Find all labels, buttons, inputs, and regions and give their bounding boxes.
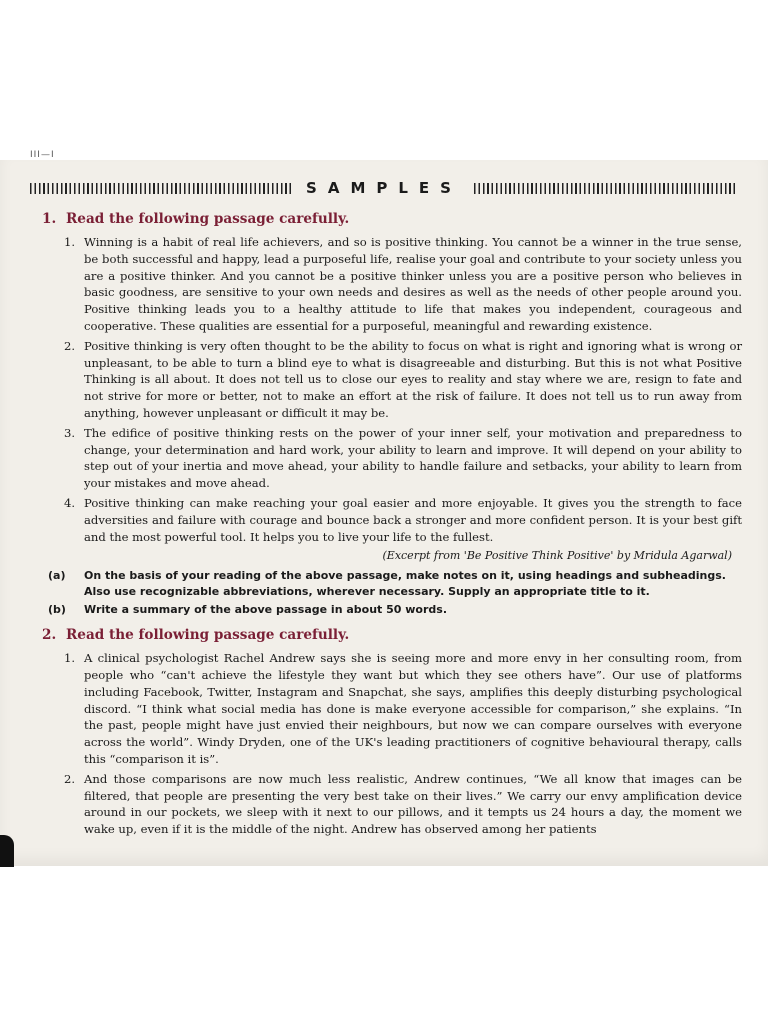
samples-banner bbox=[30, 178, 738, 198]
passage-paragraph bbox=[64, 495, 742, 545]
task-text: Write a summary of the above passage in about 50 words. bbox=[84, 603, 448, 617]
question-1-heading bbox=[42, 210, 742, 228]
task-label: (a) bbox=[48, 569, 66, 583]
task-a bbox=[48, 568, 742, 600]
question-heading-text: Read the following passage carefully. bbox=[66, 211, 350, 227]
task-label: (b) bbox=[48, 603, 66, 617]
paragraph-number: 1. bbox=[64, 235, 76, 249]
paragraph-text: Winning is a habit of real life achievers, and so is positive thinking. You cannot be a winner in the true sense, be both successful and happy, lead a purposeful life, realise your goal and contribute to your society unless you are a positive thinker. And you cannot be a positive thinker unless you are a positive person who believes in basic goodness, are sensitive to your own needs and desires as well as the needs of other people around you. Positive thinking leads you to a healthy attitude to life that makes you independent, courageous and cooperative. These qualities are essential for a purposeful, meaningful and rewarding existence. bbox=[84, 235, 742, 333]
banner-title: SAMPLES bbox=[306, 179, 462, 197]
corner-mark: III—I bbox=[30, 150, 55, 160]
paragraph-number: 2. bbox=[64, 338, 76, 353]
passage-paragraph bbox=[64, 650, 742, 768]
page-curl bbox=[0, 835, 14, 867]
paragraph-number: 4. bbox=[64, 495, 76, 510]
passage-paragraph bbox=[64, 425, 742, 492]
questions bbox=[42, 208, 742, 841]
question-heading-text: Read the following passage carefully. bbox=[66, 627, 350, 644]
banner-bars-right bbox=[474, 183, 738, 194]
paragraph-text: Positive thinking can make reaching your goal easier and more enjoyable. It gives you the strength to face adversities and failure with courage and bounce back a stronger and more confident person. It is your best gift and the most powerful tool. It helps you to live your life to the fullest. bbox=[84, 495, 742, 544]
paragraph-text: A clinical psychologist Rachel Andrew says she is seeing more and more envy in her consulting room, from people who “can't achieve the lifestyle they want but which they see others have”. Our use of platforms including Facebook, Twitter, Instagram and Snapchat, she says, amplifies this deeply disturbing psychological discord. “I think what social media has done is make everyone accessible for comparison,” she explains. “In the past, people might have just envied their neighbours, but now we can compare ourselves with everyone across the world”. Windy Dryden, one of the UK's leading practitioners of cognitive behavioural therapy, calls this “comparison it is”. bbox=[84, 651, 742, 766]
passage-paragraph bbox=[64, 338, 742, 422]
paragraph-text: The edifice of positive thinking rests on the power of your inner self, your motivation and preparedness to change, your determination and hard work, your ability to learn and improve. It will depend on your ability to step out of your inertia and move ahead, your ability to handle failure and setbacks, your ability to learn from your mistakes and move ahead. bbox=[84, 425, 742, 491]
paragraph-number: 3. bbox=[64, 425, 76, 440]
passage-paragraph bbox=[64, 771, 742, 838]
question-2-heading bbox=[42, 626, 742, 644]
banner-bars-left bbox=[30, 183, 294, 194]
question-number: 1. bbox=[42, 211, 57, 227]
task-text: On the basis of your reading of the above passage, make notes on it, using headings and subheadings. Also use recognizable abbreviations, wherever necessary. Supply an appropriate title to it. bbox=[84, 569, 726, 599]
paragraph-number: 1. bbox=[64, 651, 76, 666]
passage-paragraph bbox=[64, 234, 742, 335]
paragraph-text: And those comparisons are now much less realistic, Andrew continues, “We all know that images can be filtered, that people are presenting the very best take on their lives.” We carry our envy amplification device around in our pockets, we sleep with it next to our pillows, and it tempts us 24 hours a day, the moment we wake up, even if it is the middle of the night. Andrew has observed among her patients bbox=[84, 771, 742, 837]
question-number: 2. bbox=[42, 627, 57, 644]
excerpt-source: (Excerpt from 'Be Positive Think Positive' by Mridula Agarwal) bbox=[382, 549, 732, 563]
paragraph-number: 2. bbox=[64, 771, 76, 786]
paragraph-text: Positive thinking is very often thought to be the ability to focus on what is right and ignoring what is wrong or unpleasant, to be able to turn a blind eye to what is disagreeable and disturbing. But this is not what Positive Thinking is all about. It does not tell us to close our eyes to reality and stay where we are, resign to fate and not strive for more or better, not to make an effort at the risk of failure. It does not tell us to run away from anything, however unpleasant or difficult it may be. bbox=[84, 338, 742, 420]
task-b bbox=[48, 602, 742, 618]
spacer bbox=[42, 620, 742, 624]
